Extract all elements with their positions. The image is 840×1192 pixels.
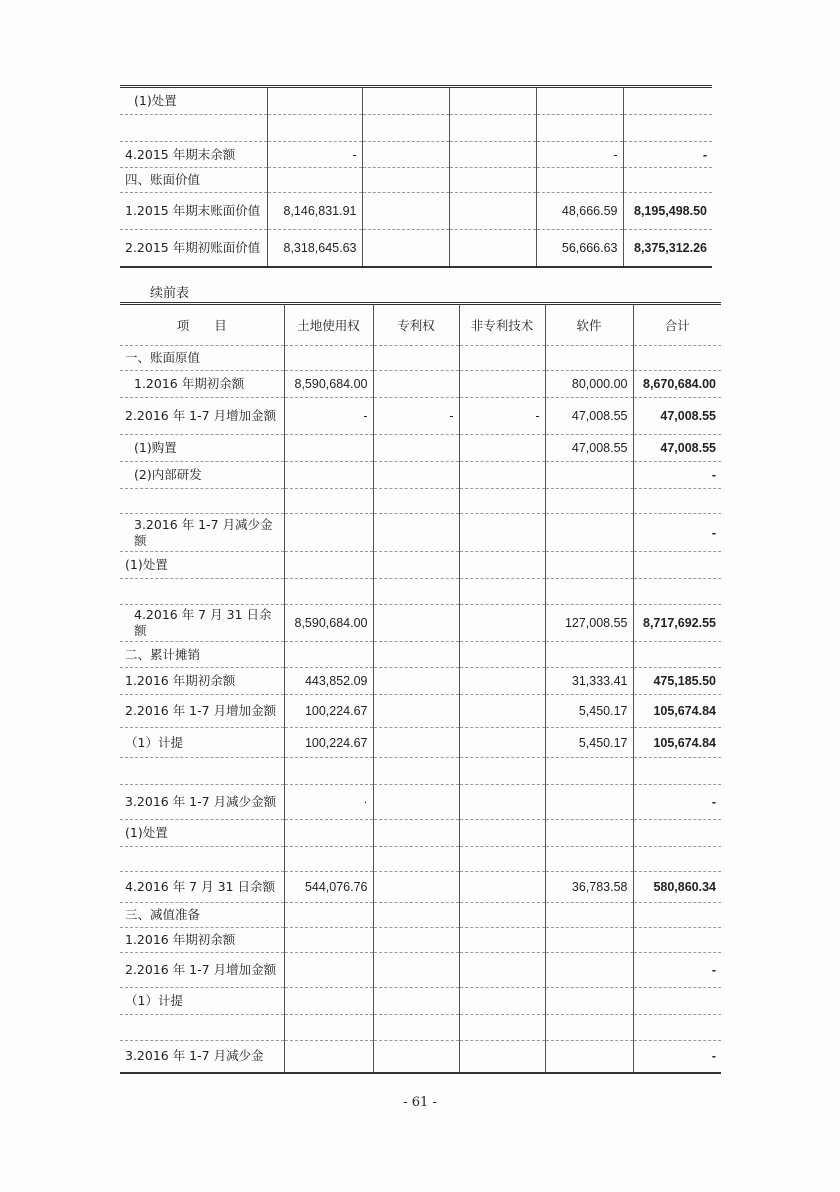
value-cell: 47,008.55 xyxy=(633,435,721,462)
value-cell: - xyxy=(284,398,373,435)
value-cell xyxy=(633,489,721,514)
value-cell xyxy=(362,168,449,193)
value-cell xyxy=(459,1041,545,1073)
table-row xyxy=(120,695,721,728)
value-cell xyxy=(284,642,373,668)
table-row xyxy=(120,785,721,820)
row-label: (1)购置 xyxy=(120,435,284,462)
value-cell xyxy=(284,489,373,514)
table-row xyxy=(120,605,721,642)
value-cell xyxy=(373,489,459,514)
page-number: - 61 - xyxy=(403,1095,437,1110)
value-cell: - xyxy=(267,142,362,168)
value-cell: - xyxy=(459,398,545,435)
value-cell xyxy=(545,903,633,928)
value-cell xyxy=(459,1015,545,1041)
value-cell xyxy=(633,847,721,872)
value-cell xyxy=(459,668,545,695)
value-cell xyxy=(459,514,545,552)
value-cell xyxy=(459,346,545,371)
value-cell: 100,224.67 xyxy=(284,695,373,728)
row-label xyxy=(120,115,267,142)
value-cell xyxy=(545,1015,633,1041)
row-label: (2)内部研发 xyxy=(120,462,284,489)
row-label xyxy=(120,758,284,785)
value-cell: 5,450.17 xyxy=(545,695,633,728)
value-cell xyxy=(284,903,373,928)
value-cell xyxy=(373,758,459,785)
value-cell xyxy=(284,758,373,785)
row-label: 1.2016 年期初余额 xyxy=(120,371,284,398)
value-cell xyxy=(449,193,536,230)
value-cell xyxy=(284,462,373,489)
value-cell xyxy=(545,928,633,953)
table-row xyxy=(120,1041,721,1073)
row-label: (1)处置 xyxy=(120,552,284,579)
value-cell xyxy=(284,847,373,872)
value-cell xyxy=(536,87,623,115)
column-header: 专利权 xyxy=(373,304,459,346)
table-row xyxy=(120,115,712,142)
table-row xyxy=(120,1015,721,1041)
value-cell xyxy=(459,462,545,489)
value-cell: 105,674.84 xyxy=(633,695,721,728)
table-row xyxy=(120,847,721,872)
value-cell: - xyxy=(633,953,721,988)
value-cell: 443,852.09 xyxy=(284,668,373,695)
value-cell xyxy=(373,642,459,668)
value-cell xyxy=(267,115,362,142)
value-cell: 5,450.17 xyxy=(545,728,633,758)
value-cell: 8,318,645.63 xyxy=(267,230,362,267)
value-cell: 100,224.67 xyxy=(284,728,373,758)
table-row xyxy=(120,642,721,668)
value-cell xyxy=(623,87,712,115)
table-row xyxy=(120,668,721,695)
value-cell xyxy=(633,820,721,847)
row-label: 四、账面价值 xyxy=(120,168,267,193)
table-row xyxy=(120,872,721,903)
value-cell xyxy=(459,435,545,462)
row-label: 4.2016 年 7 月 31 日余额 xyxy=(120,605,284,642)
value-cell: - xyxy=(633,1041,721,1073)
value-cell: - xyxy=(623,142,712,168)
value-cell xyxy=(459,785,545,820)
value-cell: 127,008.55 xyxy=(545,605,633,642)
value-cell xyxy=(633,758,721,785)
value-cell xyxy=(373,668,459,695)
value-cell xyxy=(449,142,536,168)
value-cell xyxy=(545,462,633,489)
row-label: 一、账面原值 xyxy=(120,346,284,371)
value-cell xyxy=(459,928,545,953)
table-row xyxy=(120,489,721,514)
value-cell xyxy=(284,346,373,371)
value-cell xyxy=(545,953,633,988)
row-label: 2.2015 年期初账面价值 xyxy=(120,230,267,267)
row-label: （1）计提 xyxy=(120,728,284,758)
value-cell xyxy=(373,371,459,398)
row-label: 1.2016 年期初余额 xyxy=(120,668,284,695)
value-cell xyxy=(536,168,623,193)
value-cell xyxy=(373,820,459,847)
value-cell xyxy=(284,552,373,579)
value-cell: 8,670,684.00 xyxy=(633,371,721,398)
value-cell: 47,008.55 xyxy=(545,398,633,435)
continued-caption: 续前表 xyxy=(150,286,190,301)
row-label: 3.2016 年 1-7 月减少金额 xyxy=(120,514,284,552)
table-row xyxy=(120,758,721,785)
row-label: 1.2016 年期初余额 xyxy=(120,928,284,953)
value-cell xyxy=(623,115,712,142)
value-cell xyxy=(373,552,459,579)
value-cell xyxy=(284,1041,373,1073)
column-header: 软件 xyxy=(545,304,633,346)
value-cell xyxy=(545,642,633,668)
row-label: 2.2016 年 1-7 月增加金额 xyxy=(120,398,284,435)
row-label xyxy=(120,579,284,605)
value-cell xyxy=(373,785,459,820)
value-cell xyxy=(545,346,633,371)
value-cell xyxy=(284,820,373,847)
value-cell xyxy=(373,605,459,642)
value-cell xyxy=(633,579,721,605)
value-cell xyxy=(459,695,545,728)
value-cell xyxy=(373,435,459,462)
value-cell xyxy=(362,142,449,168)
row-label: 二、累计摊销 xyxy=(120,642,284,668)
table-row xyxy=(120,168,712,193)
value-cell xyxy=(362,193,449,230)
table-row xyxy=(120,552,721,579)
value-cell xyxy=(459,953,545,988)
table-row xyxy=(120,820,721,847)
value-cell: 56,666.63 xyxy=(536,230,623,267)
value-cell xyxy=(459,903,545,928)
value-cell xyxy=(633,552,721,579)
value-cell xyxy=(362,87,449,115)
table-row xyxy=(120,728,721,758)
value-cell xyxy=(545,489,633,514)
table-row xyxy=(120,514,721,552)
table-row xyxy=(120,903,721,928)
row-label: (1)处置 xyxy=(120,820,284,847)
value-cell xyxy=(536,115,623,142)
table-row xyxy=(120,230,712,267)
value-cell xyxy=(284,435,373,462)
table-row xyxy=(120,371,721,398)
value-cell xyxy=(545,579,633,605)
header-row xyxy=(120,304,721,346)
row-label xyxy=(120,847,284,872)
value-cell xyxy=(449,115,536,142)
value-cell xyxy=(373,928,459,953)
value-cell xyxy=(545,1041,633,1073)
value-cell xyxy=(545,847,633,872)
value-cell xyxy=(373,872,459,903)
value-cell: - xyxy=(633,514,721,552)
row-label xyxy=(120,489,284,514)
value-cell xyxy=(373,953,459,988)
value-cell xyxy=(373,903,459,928)
value-cell xyxy=(362,115,449,142)
value-cell xyxy=(633,346,721,371)
row-label: 2.2016 年 1-7 月增加金额 xyxy=(120,953,284,988)
intangible-assets-table-2016 xyxy=(120,302,721,1074)
column-header: 合计 xyxy=(633,304,721,346)
value-cell: 80,000.00 xyxy=(545,371,633,398)
value-cell xyxy=(545,820,633,847)
value-cell xyxy=(633,642,721,668)
value-cell xyxy=(545,988,633,1015)
row-label: 1.2015 年期末账面价值 xyxy=(120,193,267,230)
value-cell xyxy=(459,552,545,579)
value-cell xyxy=(267,168,362,193)
value-cell: - xyxy=(373,398,459,435)
value-cell: - xyxy=(536,142,623,168)
value-cell xyxy=(373,988,459,1015)
value-cell xyxy=(459,489,545,514)
value-cell xyxy=(545,785,633,820)
row-label: (1)处置 xyxy=(120,87,267,115)
table-row xyxy=(120,346,721,371)
value-cell xyxy=(284,579,373,605)
table-row xyxy=(120,435,721,462)
value-cell xyxy=(633,988,721,1015)
row-label xyxy=(120,1015,284,1041)
row-label: 2.2016 年 1-7 月增加金额 xyxy=(120,695,284,728)
row-label: 三、减值准备 xyxy=(120,903,284,928)
value-cell: 8,375,312.26 xyxy=(623,230,712,267)
value-cell xyxy=(284,953,373,988)
value-cell: 31,333.41 xyxy=(545,668,633,695)
value-cell: 47,008.55 xyxy=(545,435,633,462)
value-cell xyxy=(545,758,633,785)
value-cell xyxy=(459,988,545,1015)
value-cell: · xyxy=(284,785,373,820)
value-cell: 475,185.50 xyxy=(633,668,721,695)
value-cell xyxy=(373,346,459,371)
table-row xyxy=(120,953,721,988)
table-row xyxy=(120,193,712,230)
value-cell: 8,195,498.50 xyxy=(623,193,712,230)
value-cell xyxy=(449,230,536,267)
value-cell xyxy=(459,642,545,668)
value-cell xyxy=(284,1015,373,1041)
value-cell xyxy=(362,230,449,267)
value-cell xyxy=(459,847,545,872)
value-cell xyxy=(267,87,362,115)
value-cell xyxy=(459,371,545,398)
value-cell: 8,146,831.91 xyxy=(267,193,362,230)
value-cell: 8,590,684.00 xyxy=(284,605,373,642)
value-cell: 36,783.58 xyxy=(545,872,633,903)
value-cell xyxy=(545,552,633,579)
amortization-table-2015 xyxy=(120,85,712,268)
table-row xyxy=(120,579,721,605)
row-label: 3.2016 年 1-7 月减少金额 xyxy=(120,785,284,820)
row-label: （1）计提 xyxy=(120,988,284,1015)
value-cell xyxy=(284,988,373,1015)
value-cell xyxy=(284,928,373,953)
column-header: 项 目 xyxy=(120,304,284,346)
row-label: 4.2015 年期末余额 xyxy=(120,142,267,168)
value-cell: 105,674.84 xyxy=(633,728,721,758)
column-header: 土地使用权 xyxy=(284,304,373,346)
value-cell xyxy=(373,1015,459,1041)
value-cell xyxy=(373,695,459,728)
table-row xyxy=(120,988,721,1015)
value-cell xyxy=(545,514,633,552)
value-cell xyxy=(373,579,459,605)
value-cell xyxy=(633,903,721,928)
value-cell xyxy=(633,928,721,953)
value-cell: 8,590,684.00 xyxy=(284,371,373,398)
row-label: 3.2016 年 1-7 月减少金 xyxy=(120,1041,284,1073)
value-cell: - xyxy=(633,462,721,489)
value-cell xyxy=(623,168,712,193)
value-cell xyxy=(459,820,545,847)
column-header: 非专利技术 xyxy=(459,304,545,346)
value-cell: 47,008.55 xyxy=(633,398,721,435)
value-cell xyxy=(633,1015,721,1041)
value-cell xyxy=(449,87,536,115)
value-cell xyxy=(373,728,459,758)
table-row xyxy=(120,87,712,115)
value-cell xyxy=(459,605,545,642)
value-cell xyxy=(373,514,459,552)
value-cell: 580,860.34 xyxy=(633,872,721,903)
value-cell xyxy=(459,758,545,785)
table-row xyxy=(120,462,721,489)
value-cell: - xyxy=(633,785,721,820)
value-cell xyxy=(459,579,545,605)
value-cell xyxy=(373,847,459,872)
value-cell xyxy=(459,872,545,903)
row-label: 4.2016 年 7 月 31 日余额 xyxy=(120,872,284,903)
table-row xyxy=(120,398,721,435)
value-cell: 8,717,692.55 xyxy=(633,605,721,642)
value-cell: 48,666.59 xyxy=(536,193,623,230)
value-cell xyxy=(373,1041,459,1073)
value-cell: 544,076.76 xyxy=(284,872,373,903)
value-cell xyxy=(373,462,459,489)
table-row xyxy=(120,928,721,953)
table-row xyxy=(120,142,712,168)
value-cell xyxy=(284,514,373,552)
value-cell xyxy=(449,168,536,193)
value-cell xyxy=(459,728,545,758)
